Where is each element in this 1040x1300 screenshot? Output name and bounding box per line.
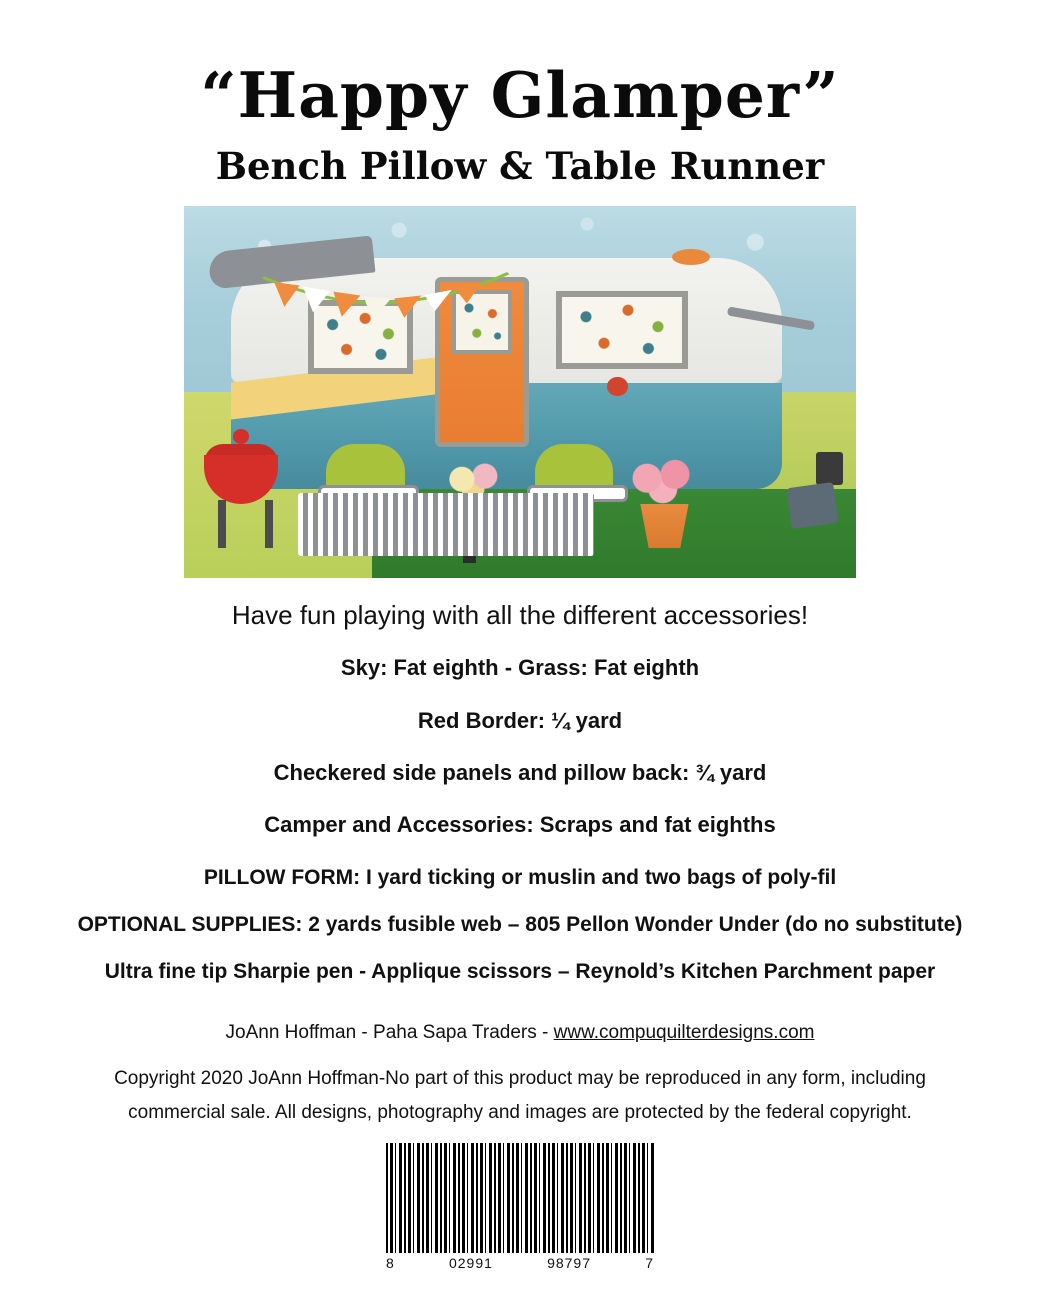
- supply-line: Ultra fine tip Sharpie pen - Applique scissors – Reynold’s Kitchen Parchment paper: [104, 960, 936, 984]
- supply-line: PILLOW FORM: I yard ticking or muslin and two bags of poly-fil: [203, 865, 837, 889]
- barcode-group-1: 02991: [448, 1254, 493, 1271]
- barcode-right-digit: 7: [645, 1254, 654, 1271]
- picket-fence: [298, 493, 594, 556]
- page-title: “Happy Glamper”: [200, 58, 840, 132]
- page-subtitle: Bench Pillow & Table Runner: [215, 144, 825, 189]
- quilt-scene: [184, 206, 856, 578]
- credit-text: JoAnn Hoffman - Paha Sapa Traders -: [225, 1022, 554, 1044]
- cooler: [786, 482, 838, 529]
- supplies-list: [0, 655, 1040, 1006]
- supply-line: Sky: Fat eighth - Grass: Fat eighth: [340, 655, 700, 681]
- ball: [607, 377, 627, 396]
- camper: [231, 258, 782, 489]
- window-right: [556, 291, 688, 369]
- grill-leg-left: [218, 500, 226, 548]
- quilt-photo: [184, 206, 856, 578]
- grill-leg-right: [265, 500, 273, 548]
- credit-line: [0, 1022, 1040, 1044]
- footer: [0, 1022, 1040, 1129]
- supply-line: Camper and Accessories: Scraps and fat eighths: [264, 812, 776, 838]
- copyright-line-2: commercial sale. All designs, photography and images are protected by the federal copyright.: [128, 1101, 912, 1123]
- chair-back: [326, 444, 405, 490]
- chair-back: [535, 444, 614, 490]
- website-link[interactable]: www.compuquilterdesigns.com: [553, 1022, 815, 1044]
- supply-line: Red Border: ¼ yard: [417, 707, 623, 733]
- flower-cluster: [621, 459, 708, 507]
- lantern: [816, 452, 843, 485]
- barcode: [386, 1143, 654, 1271]
- bunting-flags: [259, 272, 512, 350]
- copyright-line-1: Copyright 2020 JoAnn Hoffman-No part of this product may be reproduced in any form, including: [114, 1068, 926, 1090]
- barcode-bars: [386, 1143, 654, 1253]
- tagline: Have fun playing with all the different accessories!: [231, 600, 809, 631]
- barcode-digits: [386, 1253, 654, 1271]
- barcode-left-digit: 8: [386, 1254, 395, 1271]
- barcode-group-2: 98797: [547, 1254, 592, 1271]
- supply-line: OPTIONAL SUPPLIES: 2 yards fusible web – 805 Pellon Wonder Under (do no substitute): [77, 912, 963, 936]
- supply-line: Checkered side panels and pillow back: ¾ yard: [273, 759, 767, 785]
